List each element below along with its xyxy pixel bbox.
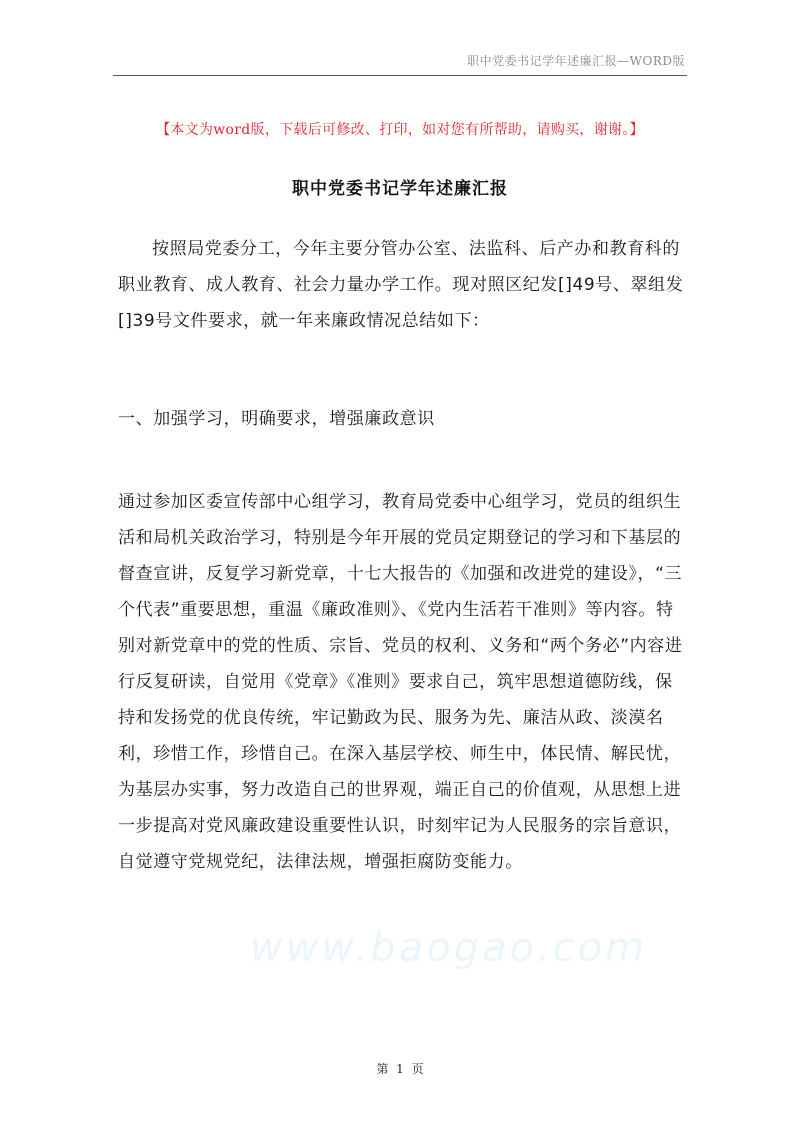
watermark: www.baogao.com: [250, 925, 648, 971]
page-number: 第 1 页: [376, 1062, 424, 1076]
intro-paragraph: 按照局党委分工，今年主要分管办公室、法监科、后产办和教育科的职业教育、成人教育、社会力量办学工作。现对照区纪发[]49号、翠组发[]39号文件要求，就一年来廉政情况总结如下：: [118, 239, 684, 331]
header-divider: [113, 75, 687, 76]
running-header: 职中党委书记学年述廉汇报—WORD版: [467, 54, 685, 68]
download-notice: 【本文为word版，下载后可修改、打印，如对您有所帮助，请购买，谢谢。】: [156, 122, 644, 138]
document-title: 职中党委书记学年述廉汇报: [292, 179, 508, 199]
section-1-body: 通过参加区委宣传部中心组学习，教育局党委中心组学习，党员的组织生活和局机关政治学习，特别是今年开展的党员定期登记的学习和下基层的督查宣讲，反复学习新党章，十七大报告的《加强和改进党的建设》，“三个代表”重要思想，重温《廉政准则》、《党内生活若干准则》等内容。特别对新党章中的党的性质、宗旨、党员的权利、义务和“两个务必”内容进行反复研读，自觉用《党章》《准则》要求自己，筑牢思想道德防线，保持和发扬党的优良传统，牢记勤政为民、服务为先、廉洁从政、淡漠名利，珍惜工作，珍惜自己。在深入基层学校、师生中，体民情、解民忧，为基层办实事，努力改造自己的世界观，端正自己的价值观，从思想上进一步提高对党风廉政建设重要性认识，时刻牢记为人民服务的宗旨意识，自觉遵守党规党纪，法律法规，增强拒腐防变能力。: [118, 492, 683, 872]
section-1-heading: 一、加强学习，明确要求，增强廉政意识: [118, 409, 435, 429]
